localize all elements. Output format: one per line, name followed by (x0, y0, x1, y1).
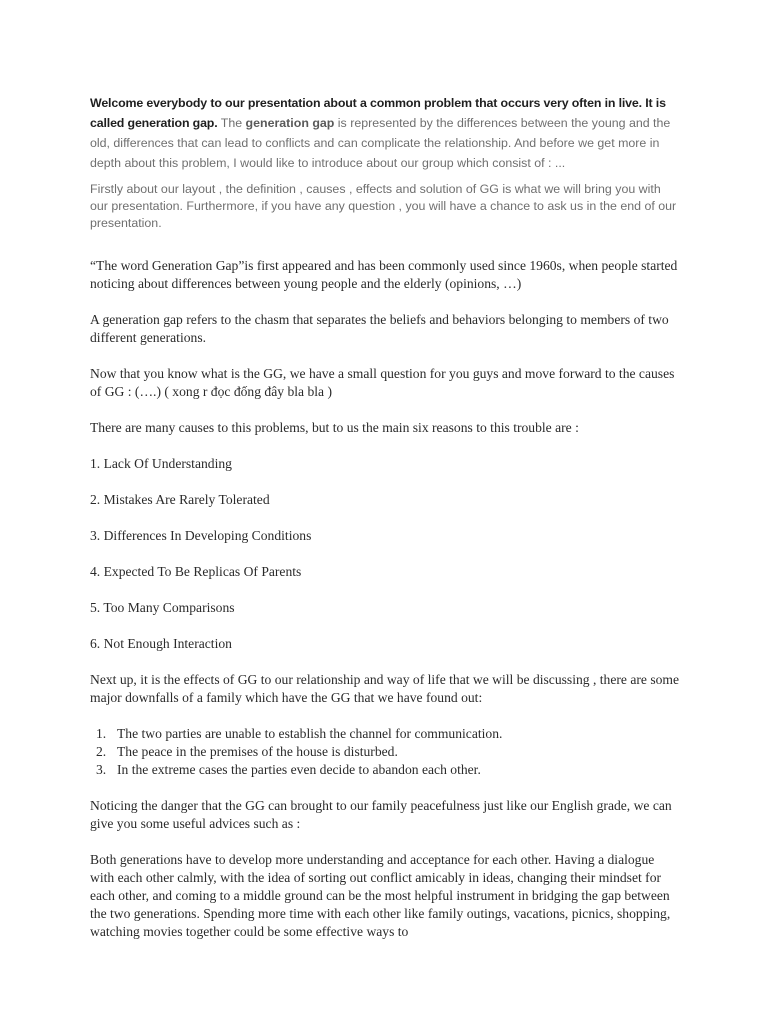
cause-item: 2. Mistakes Are Rarely Tolerated (90, 492, 270, 507)
cause-item: 1. Lack Of Understanding (90, 456, 232, 471)
document-page (90, 93, 680, 941)
intro-connector: The (217, 116, 246, 130)
effect-text: The peace in the premises of the house is disturbed. (117, 744, 398, 759)
effect-number: 3. (96, 762, 107, 777)
effect-text: The two parties are unable to establish the channel for communication. (117, 726, 503, 741)
definition-paragraph: A generation gap refers to the chasm that separates the beliefs and behaviors belonging to members of two different generations. (90, 312, 669, 345)
cause-item: 6. Not Enough Interaction (90, 636, 232, 651)
effect-text: In the extreme cases the parties even decide to abandon each other. (117, 762, 481, 777)
question-paragraph: Now that you know what is the GG, we have a small question for you guys and move forward to the causes of GG : (….) ( xong r đọc đống đây bla bla ) (90, 366, 675, 399)
cause-item: 4. Expected To Be Replicas Of Parents (90, 564, 302, 579)
effect-item (90, 725, 680, 743)
intro-paragraph (90, 93, 680, 173)
effect-item (90, 743, 680, 761)
effect-item (90, 761, 680, 779)
cause-item: 3. Differences In Developing Conditions (90, 528, 312, 543)
intro-bold-lead: Welcome everybody to our presentation about a common problem that occurs very often in live. It is called generation gap. (90, 96, 666, 130)
cause-item: 5. Too Many Comparisons (90, 600, 235, 615)
solution-paragraph: Both generations have to develop more understanding and acceptance for each other. Having a dialogue with each other calmly, with the idea of sorting out conflict amicably in ideas, changing their mindset for each other, and coming to a middle ground can be the most helpful instrument in bridging the gap between the two generations. Spending more time with each other like family outings, vacations, picnics, shopping, watching movies together could be some effective ways to (90, 852, 671, 939)
effect-number: 1. (96, 726, 107, 741)
intro-term: generation gap (245, 116, 335, 130)
causes-intro-paragraph: There are many causes to this problems, but to us the main six reasons to this trouble are : (90, 420, 579, 435)
origin-paragraph: “The word Generation Gap”is first appeared and has been commonly used since 1960s, when people started noticing about differences between young people and the elderly (opinions, …) (90, 258, 678, 291)
effects-intro-paragraph: Next up, it is the effects of GG to our relationship and way of life that we will be discussing , there are some major downfalls of a family which have the GG that we have found out: (90, 672, 680, 705)
effects-list (90, 725, 680, 779)
effect-number: 2. (96, 744, 107, 759)
intro-rest: is represented by the differences between the young and the old, differences that can lead to conflicts and can complicate the relationship. And before we get more in depth about this problem, I would like to introduce about our group which consist of : ... (90, 116, 671, 170)
danger-paragraph: Noticing the danger that the GG can brought to our family peacefulness just like our English grade, we can give you some useful advices such as : (90, 798, 672, 831)
layout-paragraph: Firstly about our layout , the definition , causes , effects and solution of GG is what we will bring you with our presentation. Furthermore, if you have any question , you will have a chance to ask us in the end of our presentation. (90, 182, 677, 230)
